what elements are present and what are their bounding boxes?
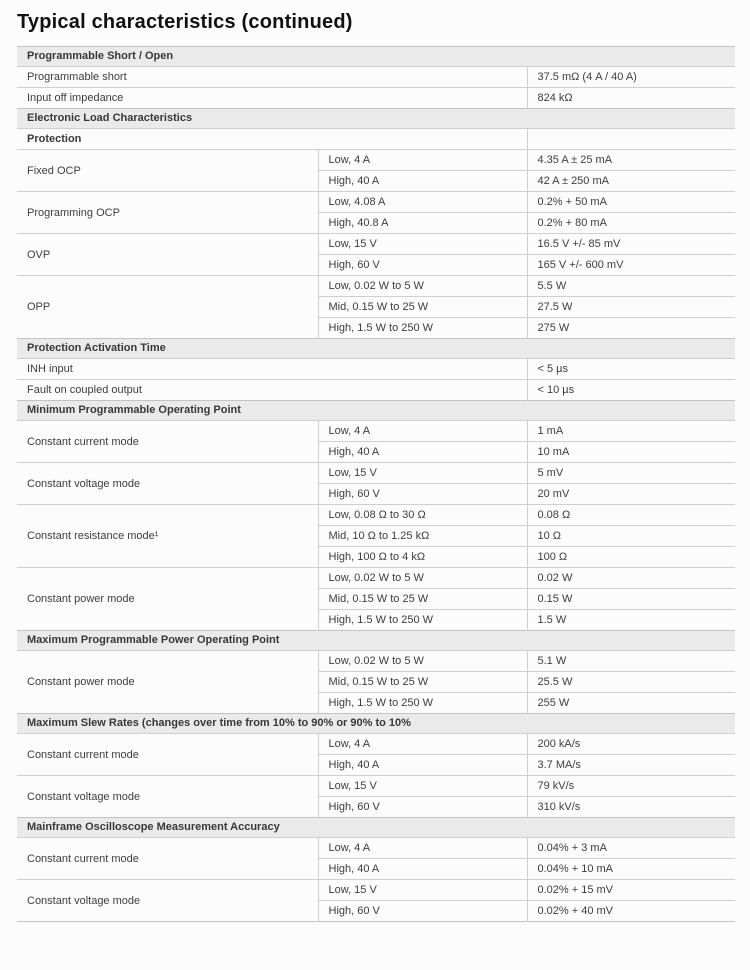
value-cell: 79 kV/s <box>527 776 735 797</box>
section-header-label: Minimum Programmable Operating Point <box>17 401 735 421</box>
param-cell: Programming OCP <box>17 192 318 234</box>
value-cell: 0.15 W <box>527 589 735 610</box>
range-cell: High, 100 Ω to 4 kΩ <box>318 547 527 568</box>
spec-row <box>17 192 735 213</box>
param-cell: Protection <box>17 129 527 150</box>
value-cell: 200 kA/s <box>527 734 735 755</box>
param-cell: Input off impedance <box>17 88 527 109</box>
value-cell: 27.5 W <box>527 297 735 318</box>
range-cell: Low, 0.02 W to 5 W <box>318 651 527 672</box>
param-cell: Fixed OCP <box>17 150 318 192</box>
range-cell: Low, 15 V <box>318 463 527 484</box>
section-header-row <box>17 631 735 651</box>
param-cell: Constant current mode <box>17 838 318 880</box>
spec-row <box>17 505 735 526</box>
value-cell: 0.04% + 10 mA <box>527 859 735 880</box>
param-cell: Constant current mode <box>17 734 318 776</box>
section-header-row <box>17 339 735 359</box>
value-cell: 0.02% + 15 mV <box>527 880 735 901</box>
range-cell: Mid, 0.15 W to 25 W <box>318 672 527 693</box>
range-cell: High, 60 V <box>318 255 527 276</box>
value-cell: 0.2% + 80 mA <box>527 213 735 234</box>
range-cell: Mid, 0.15 W to 25 W <box>318 589 527 610</box>
value-cell: 4.35 A ± 25 mA <box>527 150 735 171</box>
param-cell: Constant voltage mode <box>17 463 318 505</box>
section-header-label: Maximum Programmable Power Operating Point <box>17 631 735 651</box>
value-cell: < 5 µs <box>527 359 735 380</box>
spec-row <box>17 880 735 901</box>
range-cell: High, 40 A <box>318 171 527 192</box>
spec-row <box>17 568 735 589</box>
page-title: Typical characteristics (continued) <box>17 11 353 33</box>
range-cell: High, 60 V <box>318 797 527 818</box>
value-cell: 0.04% + 3 mA <box>527 838 735 859</box>
spec-row <box>17 651 735 672</box>
range-cell: Low, 15 V <box>318 776 527 797</box>
value-cell: 310 kV/s <box>527 797 735 818</box>
value-cell: 3.7 MA/s <box>527 755 735 776</box>
value-cell: 10 Ω <box>527 526 735 547</box>
spec-row <box>17 359 735 380</box>
value-cell: 42 A ± 250 mA <box>527 171 735 192</box>
spec-row <box>17 88 735 109</box>
param-cell: Fault on coupled output <box>17 380 527 401</box>
section-header-row <box>17 47 735 67</box>
range-cell: Low, 4 A <box>318 734 527 755</box>
range-cell: Low, 15 V <box>318 880 527 901</box>
value-cell: 1 mA <box>527 421 735 442</box>
value-cell: 0.08 Ω <box>527 505 735 526</box>
param-cell: Constant power mode <box>17 568 318 631</box>
spec-row <box>17 776 735 797</box>
range-cell: High, 60 V <box>318 484 527 505</box>
spec-table-body <box>17 47 735 922</box>
value-cell: 0.2% + 50 mA <box>527 192 735 213</box>
spec-row <box>17 421 735 442</box>
spec-row <box>17 67 735 88</box>
section-header-row <box>17 818 735 838</box>
param-cell: OVP <box>17 234 318 276</box>
range-cell: Mid, 0.15 W to 25 W <box>318 297 527 318</box>
range-cell: Low, 0.02 W to 5 W <box>318 276 527 297</box>
subsection-header-row <box>17 129 735 150</box>
param-cell: Constant current mode <box>17 421 318 463</box>
spec-table <box>17 46 735 922</box>
section-header-row <box>17 714 735 734</box>
range-cell: Low, 4 A <box>318 838 527 859</box>
spec-row <box>17 734 735 755</box>
range-cell: High, 40 A <box>318 859 527 880</box>
range-cell: Low, 4 A <box>318 421 527 442</box>
range-cell: High, 1.5 W to 250 W <box>318 610 527 631</box>
value-cell: 0.02% + 40 mV <box>527 901 735 922</box>
value-cell: 5.5 W <box>527 276 735 297</box>
range-cell: Low, 4.08 A <box>318 192 527 213</box>
spec-row <box>17 463 735 484</box>
range-cell: High, 40 A <box>318 755 527 776</box>
value-cell: 100 Ω <box>527 547 735 568</box>
value-cell: 10 mA <box>527 442 735 463</box>
range-cell: High, 60 V <box>318 901 527 922</box>
value-cell: 5.1 W <box>527 651 735 672</box>
section-header-label: Electronic Load Characteristics <box>17 109 735 129</box>
section-header-row <box>17 109 735 129</box>
section-header-label: Mainframe Oscilloscope Measurement Accuracy <box>17 818 735 838</box>
spec-row <box>17 838 735 859</box>
spec-row <box>17 276 735 297</box>
range-cell: Low, 0.02 W to 5 W <box>318 568 527 589</box>
range-cell: High, 40 A <box>318 442 527 463</box>
param-cell: Programmable short <box>17 67 527 88</box>
spec-row <box>17 234 735 255</box>
section-header-row <box>17 401 735 421</box>
param-cell: Constant resistance mode¹ <box>17 505 318 568</box>
range-cell: High, 40.8 A <box>318 213 527 234</box>
spec-row <box>17 150 735 171</box>
section-header-label: Protection Activation Time <box>17 339 735 359</box>
range-cell: Low, 0.08 Ω to 30 Ω <box>318 505 527 526</box>
section-header-label: Programmable Short / Open <box>17 47 735 67</box>
spec-row <box>17 380 735 401</box>
value-cell <box>527 129 735 150</box>
value-cell: 20 mV <box>527 484 735 505</box>
section-header-label: Maximum Slew Rates (changes over time from 10% to 90% or 90% to 10% <box>17 714 735 734</box>
range-cell: High, 1.5 W to 250 W <box>318 693 527 714</box>
value-cell: 37.5 mΩ (4 A / 40 A) <box>527 67 735 88</box>
value-cell: 16.5 V +/- 85 mV <box>527 234 735 255</box>
param-cell: INH input <box>17 359 527 380</box>
param-cell: Constant voltage mode <box>17 880 318 922</box>
value-cell: 165 V +/- 600 mV <box>527 255 735 276</box>
param-cell: Constant power mode <box>17 651 318 714</box>
value-cell: 5 mV <box>527 463 735 484</box>
param-cell: OPP <box>17 276 318 339</box>
value-cell: < 10 µs <box>527 380 735 401</box>
value-cell: 25.5 W <box>527 672 735 693</box>
value-cell: 255 W <box>527 693 735 714</box>
value-cell: 275 W <box>527 318 735 339</box>
range-cell: Low, 4 A <box>318 150 527 171</box>
value-cell: 824 kΩ <box>527 88 735 109</box>
range-cell: Mid, 10 Ω to 1.25 kΩ <box>318 526 527 547</box>
value-cell: 0.02 W <box>527 568 735 589</box>
range-cell: High, 1.5 W to 250 W <box>318 318 527 339</box>
range-cell: Low, 15 V <box>318 234 527 255</box>
value-cell: 1.5 W <box>527 610 735 631</box>
param-cell: Constant voltage mode <box>17 776 318 818</box>
